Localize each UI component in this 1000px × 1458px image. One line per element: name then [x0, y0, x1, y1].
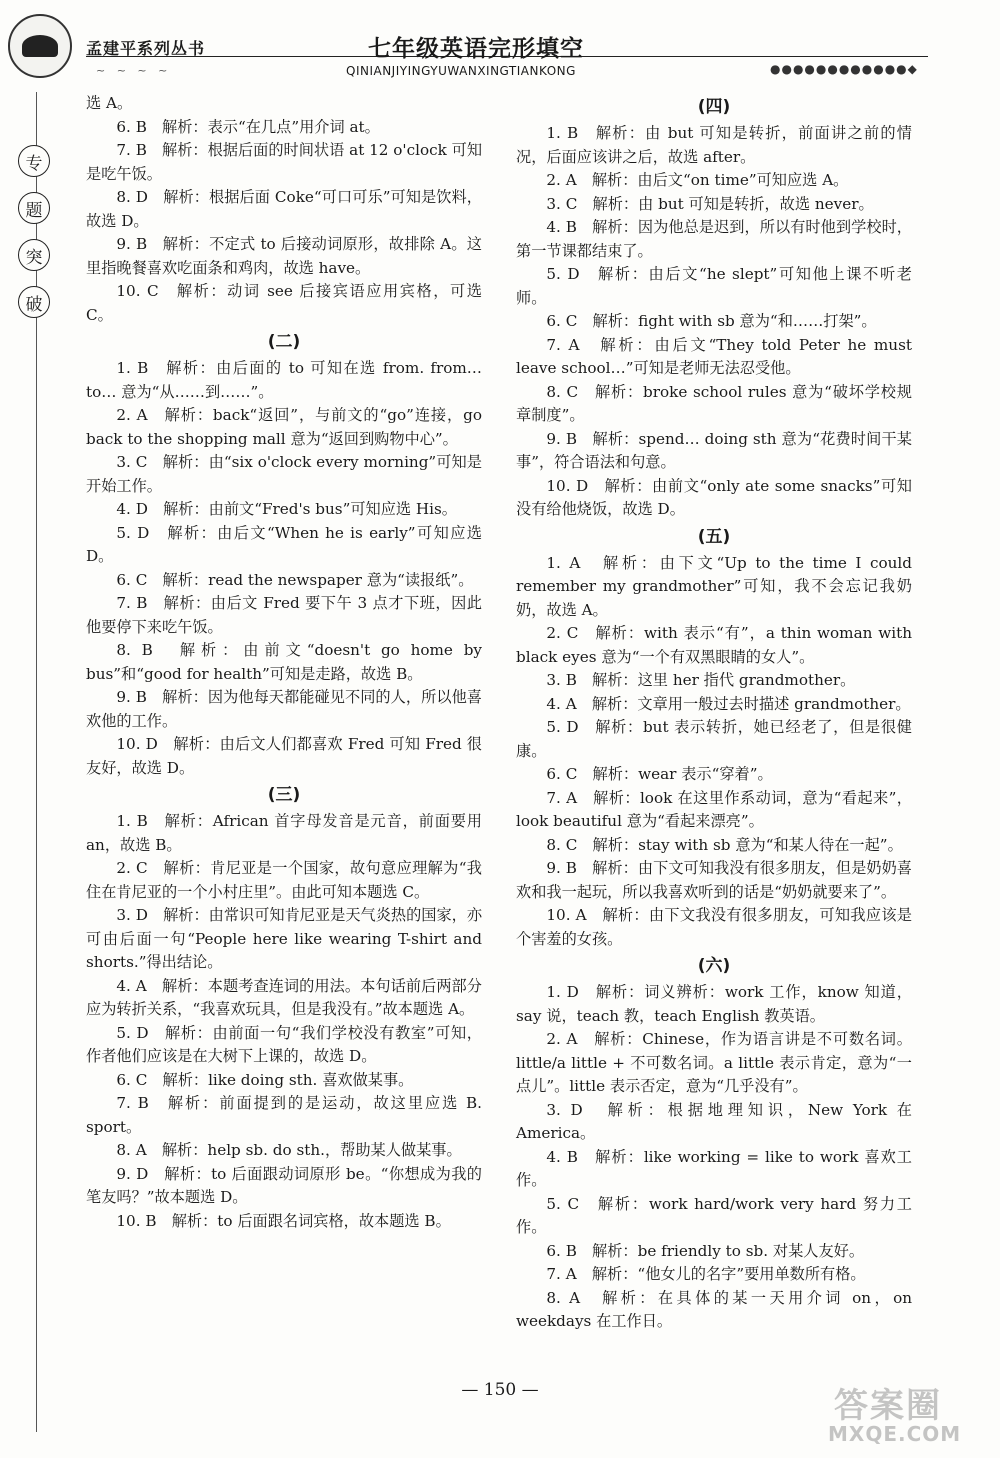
- answer-item: 10. A 解析：由下文我没有很多朋友，可知我应该是个害羞的女孩。: [516, 906, 912, 948]
- answer-item: 5. D 解析：but 表示转折，她已经老了，但是很健康。: [516, 718, 912, 760]
- answer-item: 1. B 解析：African 首字母发音是元音，前面要用 an，故选 B。: [86, 812, 482, 854]
- answer-item: 7. A 解析：“他女儿的名字”要用单数所有格。: [546, 1265, 866, 1283]
- answer-continuation: 选 A。: [86, 94, 133, 112]
- answer-item: 7. A 解析：由后文“They told Peter he must leave school…”可知是老师无法忍受他。: [516, 335, 912, 377]
- answer-item: 6. B 解析：be friendly to sb. 对某人友好。: [546, 1241, 865, 1260]
- section-heading: (二): [267, 332, 301, 352]
- answer-item: 7. B 解析：根据后面的时间状语 at 12 o'clock 可知是吃午饭。: [86, 141, 483, 183]
- answer-item: 1. A 解析：由下文“Up to the time I could remember my grandmother”可知，我不会忘记我奶奶，故选 A。: [516, 553, 912, 619]
- answer-item: 10. C 解析：动词 see 后接宾语应用宾格，可选 C。: [86, 282, 482, 324]
- answer-item: 2. C 解析：with 表示“有”，a thin woman with black eyes 意为“一个有双黑眼睛的女人”。: [516, 624, 912, 666]
- watermark-logo: 答案圈 MXQE.COM: [828, 1386, 962, 1446]
- answer-item: 10. D 解析：由前文“only ate some snacks”可知没有给他烧饭，故选 D。: [516, 476, 912, 518]
- answer-item: 2. A 解析：由后文“on time”可知应选 A。: [546, 171, 849, 189]
- answer-item: 4. A 解析：文章用一般过去时描述 grandmother。: [546, 694, 911, 713]
- answer-item: 3. B 解析：这里 her 指代 grandmother。: [546, 671, 856, 689]
- answer-item: 9. B 解析：由下文可知我没有很多朋友，但是奶奶喜欢和我一起玩，所以我喜欢听到的话是“奶奶就要来了”。: [516, 859, 912, 901]
- side-tab-3: 突: [18, 239, 50, 271]
- answer-item: 7. B 解析：前面提到的是运动，故这里应选 B. sport。: [86, 1094, 482, 1136]
- book-title: 七年级英语完形填空: [368, 36, 584, 62]
- answer-item: 7. A 解析：look 在这里作系动词，意为“看起来”，look beautiful 意为“看起来漂亮”。: [516, 788, 912, 830]
- answer-item: 3. C 解析：由“six o'clock every morning”可知是开始工作。: [86, 453, 482, 495]
- answer-item: 9. B 解析：spend… doing sth 意为“花费时间干某事”，符合语法和句意。: [516, 429, 912, 471]
- answer-item: 6. C 解析：like doing sth. 喜欢做某事。: [116, 1070, 414, 1089]
- answer-item: 6. B 解析：表示“在几点”用介词 at。: [116, 117, 380, 136]
- series-name: 孟建平系列丛书: [86, 39, 206, 58]
- right-column: [516, 92, 912, 1334]
- answer-item: 10. D 解析：由后文人们都喜欢 Fred 可知 Fred 很友好，故选 D。: [86, 735, 482, 777]
- answer-item: 5. D 解析：由后文“When he is early”可知应选 D。: [86, 523, 482, 565]
- answer-item: 5. D 解析：由前面一句“我们学校没有教室”可知，作者他们应该是在大树下上课的，故选 D。: [86, 1023, 482, 1065]
- answer-item: 7. B 解析：由后文 Fred 要下午 3 点才下班，因此他要停下来吃午饭。: [86, 594, 482, 636]
- publisher-logo: [8, 14, 72, 78]
- answer-item: 3. C 解析：由 but 可知是转折，故选 never。: [546, 194, 874, 213]
- answer-item: 6. C 解析：read the newspaper 意为“读报纸”。: [116, 570, 474, 589]
- header-decoration-left: ~ ~ ~ ~: [96, 64, 172, 77]
- side-tab-4: 破: [18, 286, 50, 318]
- left-column: [86, 92, 482, 1233]
- answer-item: 8. B 解析：由前文“doesn't go home by bus”和“good for health”可知是走路，故选 B。: [86, 641, 482, 683]
- answer-item: 6. C 解析：fight with sb 意为“和……打架”。: [546, 312, 877, 330]
- answer-item: 10. B 解析：to 后面跟名词宾格，故本题选 B。: [116, 1211, 451, 1230]
- answer-item: 9. B 解析：不定式 to 后接动词原形，故排除 A。这里指晚餐喜欢吃面条和鸡肉，故选 have。: [86, 235, 482, 277]
- section-heading: (四): [697, 97, 731, 117]
- answer-item: 5. D 解析：由后文“he slept”可知他上课不听老师。: [516, 265, 912, 307]
- answer-item: 1. B 解析：由 but 可知是转折，前面讲之前的情况，后面应该讲之后，故选 after。: [516, 124, 912, 166]
- answer-item: 4. B 解析：like working = like to work 喜欢工作。: [516, 1147, 912, 1189]
- answer-item: 4. D 解析：由前文“Fred's bus”可知应选 His。: [116, 500, 457, 518]
- answer-item: 4. B 解析：因为他总是迟到，所以有时他到学校时，第一节课都结束了。: [516, 218, 912, 260]
- answer-item: 6. C 解析：wear 表示“穿着”。: [546, 765, 773, 783]
- answer-item: 8. A 解析：在具体的某一天用介词 on，on weekdays 在工作日。: [516, 1288, 912, 1330]
- side-tab-1: 专: [18, 145, 50, 177]
- answer-item: 1. B 解析：由后面的 to 可知在选 from. from… to… 意为“从……到……”。: [86, 359, 482, 401]
- answer-item: 2. C 解析：肯尼亚是一个国家，故句意应理解为“我住在肯尼亚的一个小村庄里”。由此可知本题选 C。: [86, 859, 482, 901]
- answer-item: 2. A 解析：back“返回”，与前文的“go”连接，go back to the shopping mall 意为“返回到购物中心”。: [86, 406, 482, 448]
- answer-item: 8. A 解析：help sb. do sth.，帮助某人做某事。: [116, 1141, 462, 1159]
- section-heading: (六): [697, 956, 731, 976]
- answer-item: 5. C 解析：work hard/work very hard 努力工作。: [516, 1194, 912, 1236]
- answer-item: 9. B 解析：因为他每天都能碰见不同的人，所以他喜欢他的工作。: [86, 688, 482, 730]
- answer-item: 8. C 解析：broke school rules 意为“破坏学校规章制度”。: [516, 382, 912, 424]
- book-title-pinyin: QINIANJIYINGYUWANXINGTIANKONG: [346, 64, 576, 78]
- header-decoration-right: ●●●●●●●●●●●●◆: [770, 62, 918, 76]
- page-number: — 150 —: [461, 1380, 539, 1400]
- side-tab-2: 题: [18, 192, 50, 224]
- section-heading: (五): [697, 526, 731, 547]
- page-header: [0, 0, 1000, 92]
- answer-item: 1. D 解析：词义辨析：work 工作，know 知道，say 说，teach 教，teach English 教英语。: [516, 983, 912, 1025]
- answer-item: 4. A 解析：本题考查连词的用法。本句话前后两部分应为转折关系，“我喜欢玩具，但是我没有。”故本题选 A。: [86, 976, 482, 1018]
- answer-item: 8. C 解析：stay with sb 意为“和某人待在一起”。: [546, 835, 903, 854]
- answer-item: 8. D 解析：根据后面 Coke“可口可乐”可知是饮料，故选 D。: [86, 188, 482, 230]
- answer-item: 2. A 解析：Chinese，作为语言讲是不可数名词。little/a little + 不可数名词。a little 表示肯定，意为“一点儿”。little 表示否定，意为“几乎没有”。: [516, 1030, 912, 1095]
- answer-item: 3. D 解析：由常识可知肯尼亚是天气炎热的国家，亦可由后面一句“People here like wearing T-shirt and shorts.”得出结论。: [86, 906, 483, 971]
- answer-item: 9. D 解析：to 后面跟动词原形 be。“你想成为我的笔友吗？”故本题选 D。: [86, 1164, 482, 1206]
- section-heading: (三): [267, 785, 301, 805]
- answer-item: 3. D 解析：根据地理知识，New York 在 America。: [516, 1100, 912, 1142]
